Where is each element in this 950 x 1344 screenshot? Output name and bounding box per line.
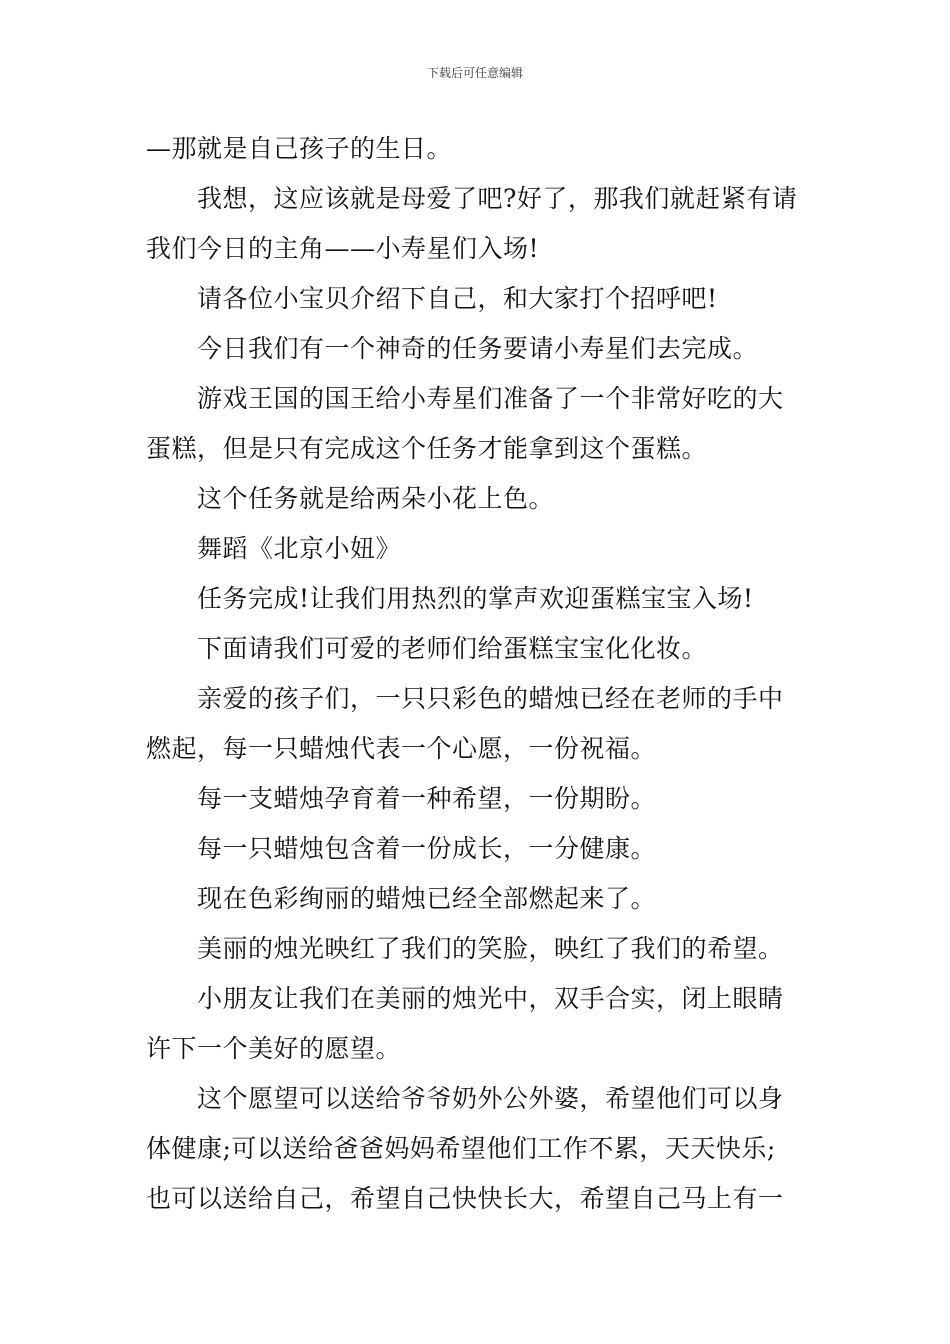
- text-line: 美丽的烛光映红了我们的笑脸，映红了我们的希望。: [197, 934, 784, 963]
- text-line: —那就是自己孩子的生日。: [146, 134, 453, 163]
- text-line: 游戏王国的国王给小寿星们准备了一个非常好吃的大: [197, 384, 784, 413]
- text-line: 每一支蜡烛孕育着一种希望，一份期盼。: [197, 784, 657, 813]
- text-line: 我们今日的主角——小寿星们入场!: [146, 234, 540, 263]
- document-body: [146, 124, 808, 1224]
- text-line: 燃起，每一只蜡烛代表一个心愿，一份祝福。: [146, 734, 657, 763]
- text-line: 这个愿望可以送给爷爷奶外公外婆，希望他们可以身: [197, 1084, 784, 1113]
- text-line: 舞蹈《北京小妞》: [197, 534, 402, 563]
- text-line: 也可以送给自己，希望自己快快长大，希望自己马上有一: [146, 1184, 784, 1213]
- text-line: 蛋糕，但是只有完成这个任务才能拿到这个蛋糕。: [146, 434, 708, 463]
- text-line: 小朋友让我们在美丽的烛光中，双手合实，闭上眼睛: [197, 984, 784, 1013]
- text-line: 每一只蜡烛包含着一份成长，一分健康。: [197, 834, 657, 863]
- page-header: 下载后可任意编辑: [426, 66, 523, 80]
- text-line: 今日我们有一个神奇的任务要请小寿星们去完成。: [197, 334, 759, 363]
- text-line: 任务完成!让我们用热烈的掌声欢迎蛋糕宝宝入场!: [197, 584, 754, 613]
- text-line: 下面请我们可爱的老师们给蛋糕宝宝化化妆。: [197, 634, 708, 663]
- text-line: 现在色彩绚丽的蜡烛已经全部燃起来了。: [197, 884, 657, 913]
- text-line: 我想，这应该就是母爱了吧?好了，那我们就赶紧有请: [197, 184, 798, 213]
- text-line: 体健康;可以送给爸爸妈妈希望他们工作不累，天天快乐;: [146, 1134, 776, 1163]
- text-line: 许下一个美好的愿望。: [146, 1034, 402, 1063]
- text-line: 这个任务就是给两朵小花上色。: [197, 484, 555, 513]
- text-line: 亲爱的孩子们，一只只彩色的蜡烛已经在老师的手中: [197, 684, 784, 713]
- text-line: 请各位小宝贝介绍下自己，和大家打个招呼吧!: [197, 284, 718, 313]
